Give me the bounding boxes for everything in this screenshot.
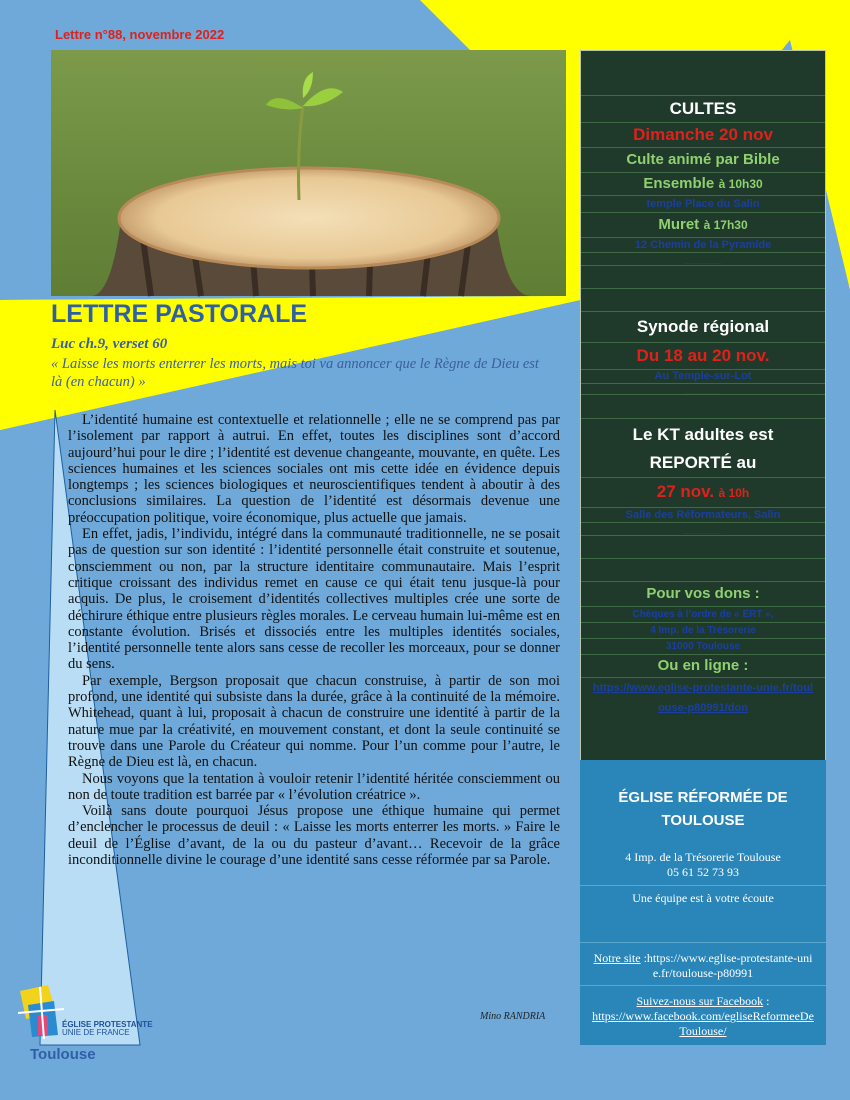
church-address: 4 Imp. de la Trésorerie Toulouse bbox=[625, 850, 781, 864]
signature: Mino RANDRIA bbox=[480, 1011, 546, 1022]
dons-online: Ou en ligne : bbox=[581, 655, 825, 678]
paragraph: En effet, jadis, l’individu, intégré dans la communauté traditionnelle, ne se posait pas de question sur son identité : l’identité personnelle était construite et soutenue, consciemment ou non, par la structure identitaire communautaire. Mais l’esprit critique croissant des individus remet en cause ce qui était tenu jusque-là pour acquis. De plus, le croisement d’identités collectives multiples crée une sorte de déchirure éthique entre plusieurs règles morales. Le cerveau humain lui-même est en constante évolution. Brisés et dissociés entre les multiples identités sociales, l’identité personnelle tente alors sans cesse de recoller les morceaux, pour se donner du sens. bbox=[68, 526, 560, 673]
church-phone: 05 61 52 73 93 bbox=[667, 865, 739, 879]
bible-reference: Luc ch.9, verset 60 bbox=[51, 336, 168, 352]
church-name: ÉGLISE RÉFORMÉE DE TOULOUSE bbox=[618, 789, 788, 829]
events-panel bbox=[580, 50, 826, 762]
paragraph: Par exemple, Bergson proposait que chacun construise, à partir de son moi profond, une identité qui subsiste dans la durée, grâce à la continuité de la mémoire. Whitehead, quant à lui, proposait à chacun de construire une identité à partir de la nature mue par la créativité, en mouvement constant, et dont la seule continuité se trouve dans une Parole du Créateur qui nomme. Pour l’un comme pour l’autre, le Règne de Dieu est là, en chacun. bbox=[68, 672, 560, 771]
article-body bbox=[68, 412, 560, 868]
dons-line2: 4 Imp. de la Trésorerie bbox=[581, 623, 825, 639]
facebook-label: Suivez-nous sur Facebook bbox=[636, 994, 764, 1008]
cultes-heading: CULTES bbox=[581, 96, 825, 123]
team-text: Une équipe est à votre écoute bbox=[580, 885, 826, 934]
dons-heading: Pour vos dons : bbox=[581, 582, 825, 607]
ensemble-place: temple Place du Salin bbox=[581, 196, 825, 213]
kt-line1: Le KT adultes est bbox=[632, 425, 774, 444]
kt-time: à 10h bbox=[718, 486, 750, 500]
separator: ______ bbox=[581, 253, 825, 266]
cultes-date: Dimanche 20 nov bbox=[581, 123, 825, 148]
muret-label: Muret bbox=[658, 216, 700, 233]
facebook-colon: : bbox=[763, 994, 770, 1008]
site-url[interactable]: :https://www.eglise-protestante-unie.fr/toulouse-p80991 bbox=[640, 951, 813, 980]
kt-place: Salle des Réformateurs, Salin bbox=[581, 508, 825, 523]
logo-city: Toulouse bbox=[30, 1046, 96, 1063]
site-label: Notre site bbox=[593, 951, 641, 965]
facebook-link[interactable]: https://www.facebook.com/egliseReformeeDeToulouse/ bbox=[592, 1009, 814, 1038]
epudf-logo bbox=[18, 985, 153, 1041]
dons-line3: 31000 Toulouse bbox=[581, 639, 825, 655]
dons-line1: Chèques à l’ordre de « ERT », bbox=[581, 607, 825, 623]
paragraph: Nous voyons que la tentation à vouloir retenir l’identité héritée consciemment ou non de toute tradition est barrée par « l’évolution créatrice ». bbox=[68, 770, 560, 803]
separator: ______ bbox=[581, 384, 825, 395]
muret-place: 12 Chemin de la Pyramide bbox=[581, 238, 825, 253]
ensemble-time: à 10h30 bbox=[718, 177, 763, 191]
svg-text:UNIE DE FRANCE: UNIE DE FRANCE bbox=[62, 1028, 130, 1037]
separator: ______ bbox=[581, 523, 825, 536]
ensemble-label: Ensemble bbox=[643, 175, 715, 192]
cultes-theme: Culte animé par Bible bbox=[581, 148, 825, 173]
donation-link[interactable]: https://www.eglise-protestante-unie.fr/toulouse-p80991/don bbox=[592, 682, 814, 714]
page-title: LETTRE PASTORALE bbox=[51, 300, 308, 328]
bible-quote: « Laisse les morts enterrer les morts, mais toi va annoncer que le Règne de Dieu est là (en chacun) » bbox=[51, 356, 539, 390]
synode-heading: Synode régional bbox=[581, 312, 825, 343]
muret-time: à 17h30 bbox=[703, 218, 748, 232]
svg-text:ÉGLISE PROTESTANTE: ÉGLISE PROTESTANTE bbox=[62, 1020, 153, 1029]
paragraph: Voilà sans doute pourquoi Jésus propose une éthique humaine qui permet d’enclencher le processus de deuil : « Laisse les morts enterrer les morts. » Faire le deuil de l’Église d’avant, de la ou du pasteur d’avant… Recevoir de la grâce inconditionnelle divine le courage d’une identité sans cesse réformée par sa Parole. bbox=[68, 803, 560, 869]
church-info-panel bbox=[580, 760, 826, 1045]
kt-line2: REPORTÉ au bbox=[581, 449, 825, 478]
issue-number: Lettre n°88, novembre 2022 bbox=[55, 27, 225, 42]
synode-dates: Du 18 au 20 nov. bbox=[581, 343, 825, 370]
kt-date: 27 nov. bbox=[656, 482, 715, 501]
paragraph: L’identité humaine est contextuelle et relationnelle ; elle ne se comprend pas par l’isolement par rapport à autrui. En effet, toutes les disciplines sont d’accord aujourd’hui pour le dire ; l’identité est devenue changeante, mouvante, en quête. Les sciences humaines et les sciences sociales ont mis cette idée en évidence depuis longtemps ; les sciences biologiques et neuroscientifiques tendent à aboutir à des conclusions similaires. La question de l’identité est désormais devenue une préoccupation politique, voire économique, plus actuelle que jamais. bbox=[68, 412, 560, 526]
synode-place: Au Temple-sur-Lot bbox=[581, 370, 825, 384]
tree-stump-photo bbox=[51, 50, 566, 296]
